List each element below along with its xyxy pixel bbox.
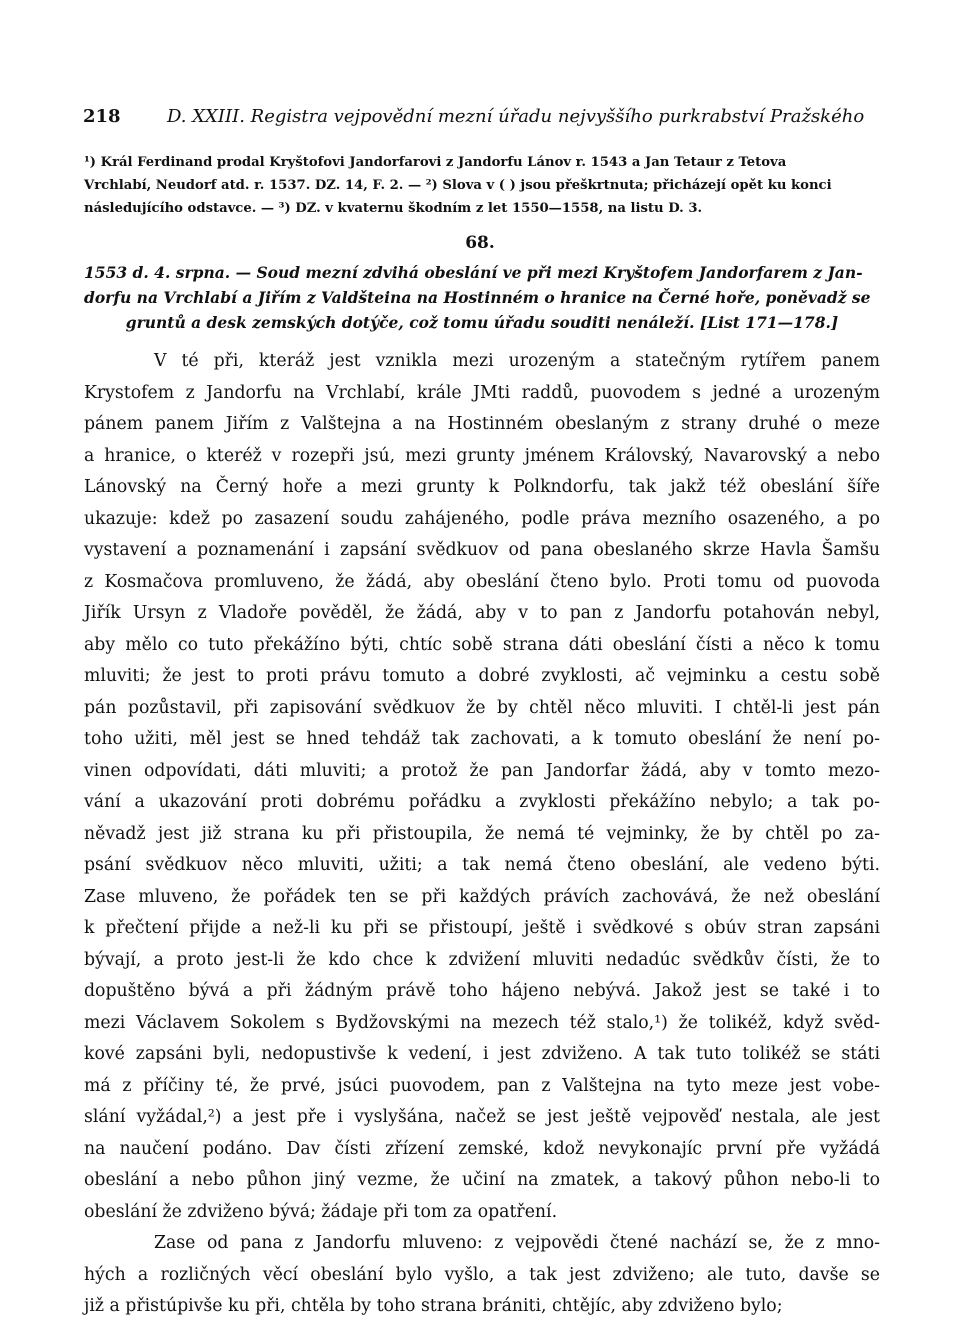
body-line: pánem panem Jiřím z Valštejna a na Hostinném obeslaným z strany druhé o meze [84, 414, 880, 434]
body-line: Jiřík Ursyn z Vladoře pověděl, že žádá, aby v to pan z Jandorfu potahován nebyl, [84, 603, 880, 623]
regest-line: dorfu na Vrchlabí a Jiřím z Valdšteina na Hostinném o hranice na Černé hoře, poněvadž se [84, 288, 871, 307]
body-line: slání vyžádal,²) a jest pře i vyslyšána, načež se jest ještě vejpověď nestala, ale jest [84, 1107, 880, 1127]
body-line: bývají, a proto jest-li že kdo chce k zdvižení mluviti nedadúc svědkův čísti, že to [84, 949, 880, 970]
body-line: již a přistúpivše ku při, chtěla by toho strana brániti, chtějíc, aby zdviženo bylo; [84, 1296, 783, 1316]
document-number: 68. [465, 233, 495, 253]
body-line: mezi Václavem Sokolem s Bydžovskými na mezech též stalo,¹) že tolikéž, když svěd- [84, 1012, 880, 1033]
footnotes [84, 151, 880, 220]
regest-line: 1553 d. 4. srpna. — Soud mezní zdvihá obeslání ve při mezi Kryštofem Jandorfarem z Jan- [84, 263, 863, 282]
page-number: 218 [83, 106, 121, 127]
body-line: mluviti; že jest to proti právu tomuto a dobré zvyklosti, ač vejminku a cestu sobě [84, 666, 880, 686]
document-body [84, 346, 880, 1323]
running-title: D. XXIII. Registra vejpovědní mezní úřadu nejvyššího purkrabství Pražského [167, 106, 865, 127]
body-line: kové zapsáni byli, nedopustivše k vedení, i jest zdviženo. A tak tuto tolikéž se státi [84, 1044, 880, 1064]
footnote-line: následujícího odstavce. — ³) DZ. v kvaternu škodním z let 1550—1558, na listu D. 3. [84, 201, 703, 216]
body-line: k přečtení přijde a než-li ku při se přistoupí, ještě i svědkové s obúv stran zapsáni [84, 918, 880, 938]
body-line: něvadž jest již strana ku při přistoupila, že nemá té vejminky, že by chtěl po za- [84, 823, 880, 844]
body-line: a hranice, o kteréž v rozepři jsú, mezi grunty jménem Královský, Navarovský a nebo [84, 445, 880, 466]
body-line: Zase mluveno, že pořádek ten se při každých právích zachovává, že než obeslání [84, 886, 880, 907]
body-line: obeslání že zdviženo bývá; žádaje při tom za opatření. [84, 1201, 558, 1222]
body-line: hých a rozličných věcí obeslání bylo vyšlo, a tak jest zdviženo; ale tuto, davše se [84, 1264, 880, 1285]
body-line: aby mělo co tuto překážíno býti, chtíc sobě strana dáti obeslání čísti a něco k tomu [84, 634, 880, 655]
regest-line: gruntů a desk zemských dotýče, což tomu úřadu souditi nenáleží. [List 171—178.] [125, 313, 839, 332]
body-line: vání a ukazování proti dobrému pořádku a zvyklosti překážíno nebylo; a tak po- [84, 792, 880, 812]
body-line: toho užiti, měl jest se hned tehdáž tak zachovati, a k tomuto obeslání že není po- [84, 729, 880, 749]
footnote-line: Vrchlabí, Neudorf atd. r. 1537. DZ. 14, F. 2. — ²) Slova v ( ) jsou přeškrtnuta; přicházejí opět ku konci [84, 178, 832, 193]
body-line: Krystofem z Jandorfu na Vrchlabí, krále JMti raddů, puovodem s jedné a urozeným [84, 382, 880, 403]
body-line: Zase od pana z Jandorfu mluveno: z vejpovědi čtené nachází se, že z mno- [154, 1233, 880, 1253]
document-regest [84, 260, 880, 335]
body-line: Lánovský na Černý hoře a mezi grunty k Polkndorfu, tak jakž též obeslání šíře [84, 477, 880, 497]
body-line: ukazuje: kdež po zasazení soudu zahájeného, podle práva mezního osazeného, a po [84, 508, 880, 529]
body-line: obeslání a nebo půhon jiný vezme, že učiní na zmatek, a takový půhon nebo-li to [84, 1170, 880, 1190]
footnote-line: ¹) Král Ferdinand prodal Kryštofovi Jandorfarovi z Jandorfu Lánov r. 1543 a Jan Tetaur z Tetova [84, 155, 787, 170]
body-line: V té při, kteráž jest vznikla mezi urozeným a statečným rytířem panem [154, 351, 880, 371]
body-line: dopuštěno bývá a při žádným právě toho hájeno nebývá. Jakož jest se také i to [84, 981, 880, 1001]
body-line: má z příčiny té, že prvé, jsúci puovodem, pan z Valštejna na tyto meze jest vobe- [84, 1075, 880, 1096]
body-line: z Kosmačova promluveno, že žádá, aby obeslání čteno bylo. Proti tomu od puovoda [84, 571, 880, 592]
body-line: pán pozůstavil, při zapisování svědkuov že by chtěl něco mluviti. I chtěl-li jest pán [84, 697, 880, 718]
body-line: na naučení podáno. Dav čísti zřízení zemské, kdož nevykonajíc první pře vyžádá [84, 1138, 880, 1159]
body-line: psání svědkuov něco mluviti, užiti; a tak nemá čteno obeslání, ale vedeno býti. [84, 855, 880, 875]
body-line: vinen odpovídati, dáti mluviti; a protož že pan Jandorfar žádá, aby v tomto mezo- [84, 760, 880, 781]
body-line: vystavení a poznamenání i zapsání svědkuov od pana obeslaného skrze Havla Šamšu [84, 540, 880, 560]
